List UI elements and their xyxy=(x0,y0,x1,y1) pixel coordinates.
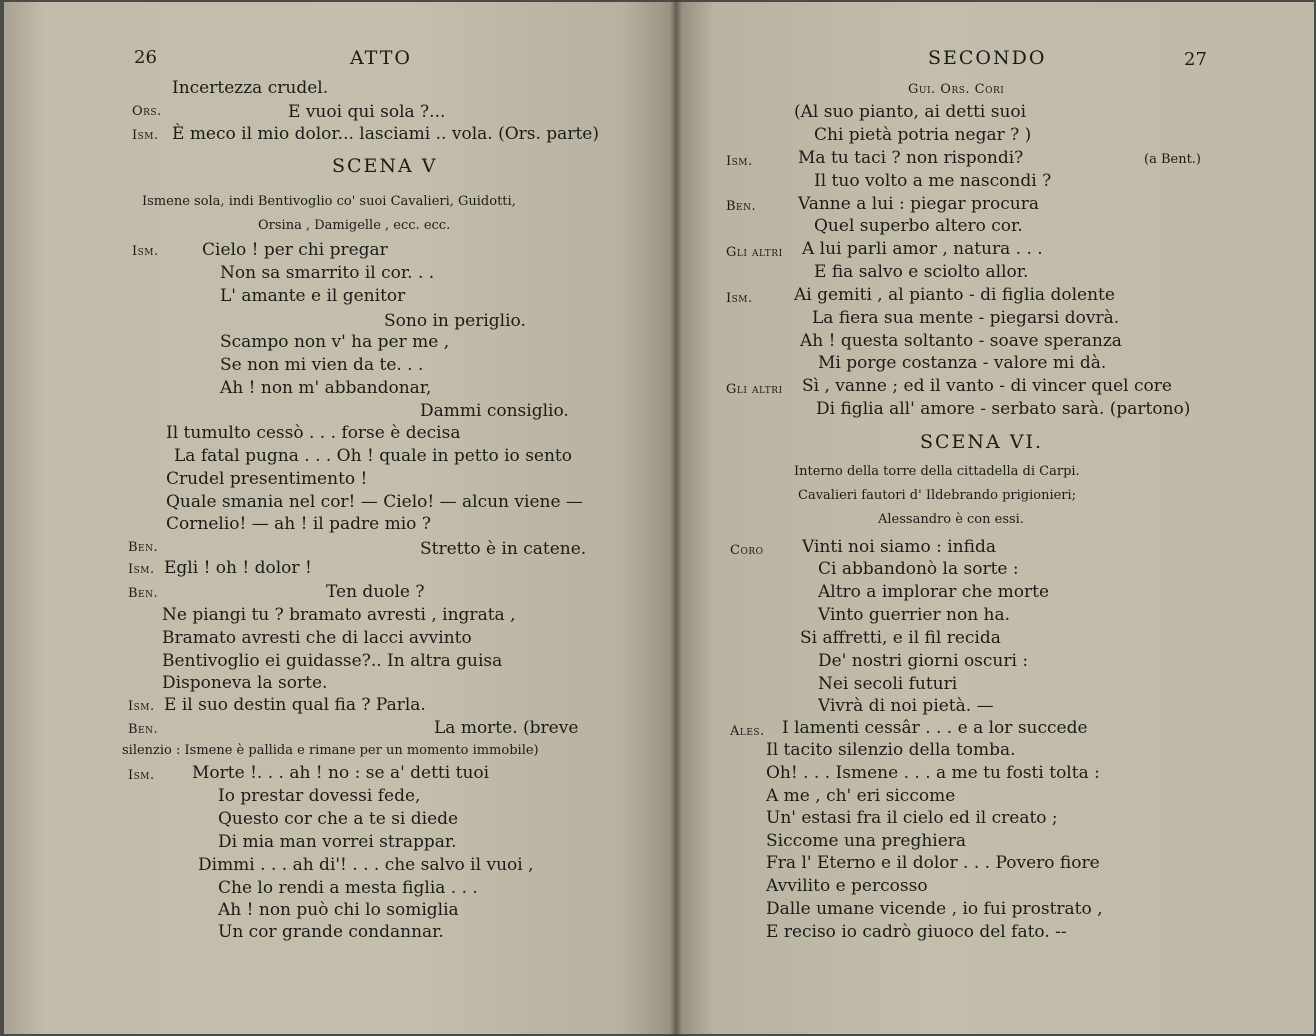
verse-line: Questo cor che a te si diede xyxy=(218,809,459,829)
stage-direction: Orsina , Damigelle , ecc. ecc. xyxy=(258,218,451,233)
verse-line: Ah ! non può chi lo somiglia xyxy=(218,900,459,920)
speaker-label: Coro xyxy=(730,543,764,558)
verse-line: Dimmi . . . ah di'! . . . che salvo il vuoi , xyxy=(198,855,534,875)
verse-line: Il tacito silenzio della tomba. xyxy=(766,740,1016,760)
verse-line: E reciso io cadrò giuoco del fato. -- xyxy=(766,922,1067,942)
verse-line: E vuoi qui sola ?... xyxy=(288,102,446,122)
verse-line: Il tumulto cessò . . . forse è decisa xyxy=(166,423,461,443)
verse-line: È meco il mio dolor... lasciami .. vola. (Ors. parte) xyxy=(172,124,599,144)
verse-line: Mi porge costanza - valore mi dà. xyxy=(818,353,1107,373)
verse-line: Sono in periglio. xyxy=(384,311,526,331)
verse-line: Quale smania nel cor! — Cielo! — alcun viene — xyxy=(166,492,583,512)
speaker-label: Gli altri xyxy=(726,245,783,260)
verse-line: Dalle umane vicende , io fui prostrato , xyxy=(766,899,1103,919)
verse-line: Morte !. . . ah ! no : se a' detti tuoi xyxy=(192,763,490,783)
verse-line: Vinti noi siamo : infida xyxy=(802,537,996,557)
verse-line: Si affretti, e il fil recida xyxy=(800,628,1001,648)
verse-line: Cielo ! per chi pregar xyxy=(202,240,388,260)
verse-line: Ai gemiti , al pianto - di figlia dolente xyxy=(794,285,1115,305)
verse-line: Bramato avresti che di lacci avvinto xyxy=(162,628,472,648)
verse-line: Di mia man vorrei strappar. xyxy=(218,832,457,852)
stage-direction: Interno della torre della cittadella di Carpi. xyxy=(794,464,1080,479)
speaker-label: Ben. xyxy=(726,199,757,214)
running-head: ATTO xyxy=(350,47,412,69)
verse-line: Io prestar dovessi fede, xyxy=(218,786,421,806)
running-head: SECONDO xyxy=(928,47,1047,69)
verse-line: A lui parli amor , natura . . . xyxy=(802,239,1043,259)
speaker-label: Ism. xyxy=(128,768,155,783)
verse-line: La fatal pugna . . . Oh ! quale in petto io sento xyxy=(174,446,572,466)
speaker-label: Ism. xyxy=(726,291,753,306)
scene-heading: SCENA V xyxy=(332,155,438,177)
verse-line: Cornelio! — ah ! il padre mio ? xyxy=(166,514,431,534)
verse-line: Un cor grande condannar. xyxy=(218,922,444,942)
verse-line: Fra l' Eterno e il dolor . . . Povero fiore xyxy=(766,853,1100,873)
verse-line: Che lo rendi a mesta figlia . . . xyxy=(218,878,478,898)
verse-line: Il tuo volto a me nascondi ? xyxy=(814,171,1052,191)
verse-line: Bentivoglio ei guidasse?.. In altra guisa xyxy=(162,651,503,671)
speaker-label: Gli altri xyxy=(726,382,783,397)
verse-line: Disponeva la sorte. xyxy=(162,673,328,693)
verse-line: Ne piangi tu ? bramato avresti , ingrata , xyxy=(162,605,516,625)
verse-line: Incertezza crudel. xyxy=(172,78,329,98)
speaker-group: Gui. Ors. Cori xyxy=(908,82,1005,97)
verse-line: Egli ! oh ! dolor ! xyxy=(164,558,312,578)
verse-line: Nei secoli futuri xyxy=(818,674,958,694)
verse-line: (Al suo pianto, ai detti suoi xyxy=(794,102,1027,122)
verse-line: L' amante e il genitor xyxy=(220,286,406,306)
left-page xyxy=(4,2,676,1034)
verse-line: Siccome una preghiera xyxy=(766,831,967,851)
verse-line: La fiera sua mente - piegarsi dovrà. xyxy=(812,308,1120,328)
book-gutter xyxy=(670,0,682,1036)
speaker-label: Ism. xyxy=(128,562,155,577)
scene-heading: SCENA VI. xyxy=(920,431,1044,453)
page-number: 26 xyxy=(134,47,157,68)
verse-line: Ma tu taci ? non rispondi? xyxy=(798,148,1024,168)
speaker-label: Ism. xyxy=(132,244,159,259)
verse-line: Un' estasi fra il cielo ed il creato ; xyxy=(766,808,1058,828)
verse-line: Se non mi vien da te. . . xyxy=(220,355,424,375)
verse-line: Ci abbandonò la sorte : xyxy=(818,559,1019,579)
verse-line: Dammi consiglio. xyxy=(420,401,569,421)
stage-direction: silenzio : Ismene è pallida e rimane per un momento immobile) xyxy=(122,743,539,758)
verse-line: Altro a implorar che morte xyxy=(818,582,1050,602)
verse-line: Sì , vanne ; ed il vanto - di vincer quel core xyxy=(802,376,1172,396)
verse-line: Vanne a lui : piegar procura xyxy=(798,194,1040,214)
verse-line: Ah ! non m' abbandonar, xyxy=(220,378,432,398)
verse-line: I lamenti cessâr . . . e a lor succede xyxy=(782,718,1088,738)
speaker-label: Ism. xyxy=(128,699,155,714)
verse-line: Ah ! questa soltanto - soave speranza xyxy=(800,331,1122,351)
right-page xyxy=(676,2,1314,1034)
stage-direction: Ismene sola, indi Bentivoglio co' suoi Cavalieri, Guidotti, xyxy=(142,194,516,209)
verse-line: E fia salvo e sciolto allor. xyxy=(814,262,1029,282)
speaker-label: Ben. xyxy=(128,722,159,737)
speaker-label: Ism. xyxy=(726,154,753,169)
verse-line: La morte. (breve xyxy=(434,718,579,738)
verse-line: Ten duole ? xyxy=(326,582,425,602)
verse-line: De' nostri giorni oscuri : xyxy=(818,651,1029,671)
speaker-label: Ben. xyxy=(128,586,159,601)
verse-line: Avvilito e percosso xyxy=(766,876,928,896)
verse-line: Quel superbo altero cor. xyxy=(814,216,1023,236)
verse-line: E il suo destin qual fia ? Parla. xyxy=(164,695,426,715)
speaker-label: Ales. xyxy=(730,724,765,739)
verse-line: Vinto guerrier non ha. xyxy=(818,605,1011,625)
stage-direction: (a Bent.) xyxy=(1144,152,1202,167)
verse-line: Crudel presentimento ! xyxy=(166,469,368,489)
verse-line: Scampo non v' ha per me , xyxy=(220,332,450,352)
verse-line: Di figlia all' amore - serbato sarà. (partono) xyxy=(816,399,1191,419)
speaker-label: Ben. xyxy=(128,540,159,555)
verse-line: Vivrà di noi pietà. — xyxy=(818,696,994,716)
stage-direction: Alessandro è con essi. xyxy=(878,512,1024,527)
verse-line: Chi pietà potria negar ? ) xyxy=(814,125,1032,145)
page-number: 27 xyxy=(1184,49,1207,70)
speaker-label: Ors. xyxy=(132,104,162,119)
verse-line: Stretto è in catene. xyxy=(420,539,587,559)
verse-line: Non sa smarrito il cor. . . xyxy=(220,263,435,283)
stage-direction: Cavalieri fautori d' Ildebrando prigionieri; xyxy=(798,488,1077,503)
verse-line: A me , ch' eri siccome xyxy=(766,786,956,806)
verse-line: Oh! . . . Ismene . . . a me tu fosti tolta : xyxy=(766,763,1100,783)
speaker-label: Ism. xyxy=(132,128,159,143)
